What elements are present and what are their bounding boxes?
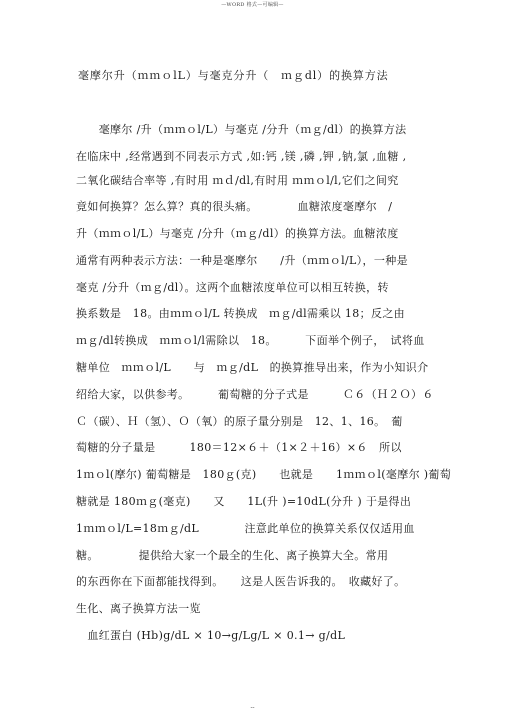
body-line: 糖单位 ｍｍｏl/L 与 ｍｇ/dL 的换算推导出来，作为小知识介	[76, 361, 429, 374]
page-header: —WORD 格式—可编辑—	[221, 2, 284, 8]
body-line: 的东西你在下面都能找得到。 这是人医告诉我的。 收藏好了。	[76, 575, 406, 588]
body-line: 通常有两种表示方法：一种是毫摩尔 /升（ｍｍｏl/L），一种是	[76, 254, 408, 267]
page-footer: --	[250, 704, 255, 711]
body-line: Ｃ（碳）、Ｈ（氢）、Ｏ（氧）的原子量分别是 12、1、16。 葡	[76, 415, 403, 428]
body-line: 生化、离子换算方法一览	[76, 602, 201, 615]
body-line: 升（ｍｍｏl/L）与毫克 /分升（ｍｇ/dl）的换算方法。血糖浓度	[76, 227, 399, 240]
document-title: 毫摩尔升（ｍｍｏlL）与毫克分升（ ｍｇdl）的换算方法	[78, 69, 389, 82]
body-line: 换系数是 18。由ｍｍｏl/L 转换成 ｍｇ/dl需乘以 18；反之由	[76, 307, 406, 320]
body-line: 毫摩尔 /升（ｍｍｏl/L）与毫克 /分升（ｍｇ/dl）的换算方法	[76, 123, 407, 136]
body-line: 血红蛋白 (Hb)g/dL × 10→g/Lg/L × 0.1→ g/dL	[76, 629, 346, 642]
body-line: 萄糖的分子量是 180＝12×６＋（1×２＋16）×６ 所以	[76, 441, 402, 454]
body-line: ｍｇ/dl转换成 ｍｍｏl/l需除以 18。 下面举个例子， 试将血	[76, 334, 425, 347]
body-line: 竟如何换算？怎么算？真的很头痛。 血糖浓度毫摩尔 /	[76, 200, 393, 213]
body-line: 糖就是 180ｍｇ(毫克) 又 1L(升 )=10dL(分升 ) 于是得出	[76, 495, 412, 508]
body-line: 在临床中 ,经常遇到不同表示方式 ,如:钙 ,镁 ,磷 ,钾 ,钠,氯 ,血糖 ,	[76, 150, 407, 163]
body-line: 1ｍｏl(摩尔) 葡萄糖是 180ｇ(克) 也就是 1ｍｍｏl(毫摩尔 )葡萄	[76, 468, 452, 481]
body-line: 1ｍｍｏl/L=18ｍｇ/dL 注意此单位的换算关系仅仅适用血	[76, 522, 415, 535]
body-line: 二氧化碳结合率等 ,有时用 ｍｄ/dl,有时用 ｍｍｏl/l,它们之间究	[76, 174, 399, 187]
body-line: 毫克 /分升（ｍｇ/dl）。这两个血糖浓度单位可以相互转换，转	[76, 281, 389, 294]
body-line: 糖。 提供给大家一个最全的生化、离子换算大全。常用	[76, 549, 389, 562]
body-line: 绍给大家，以供参考。 葡萄糖的分子式是 Ｃ６（Ｈ２Ｏ）６	[76, 388, 434, 401]
